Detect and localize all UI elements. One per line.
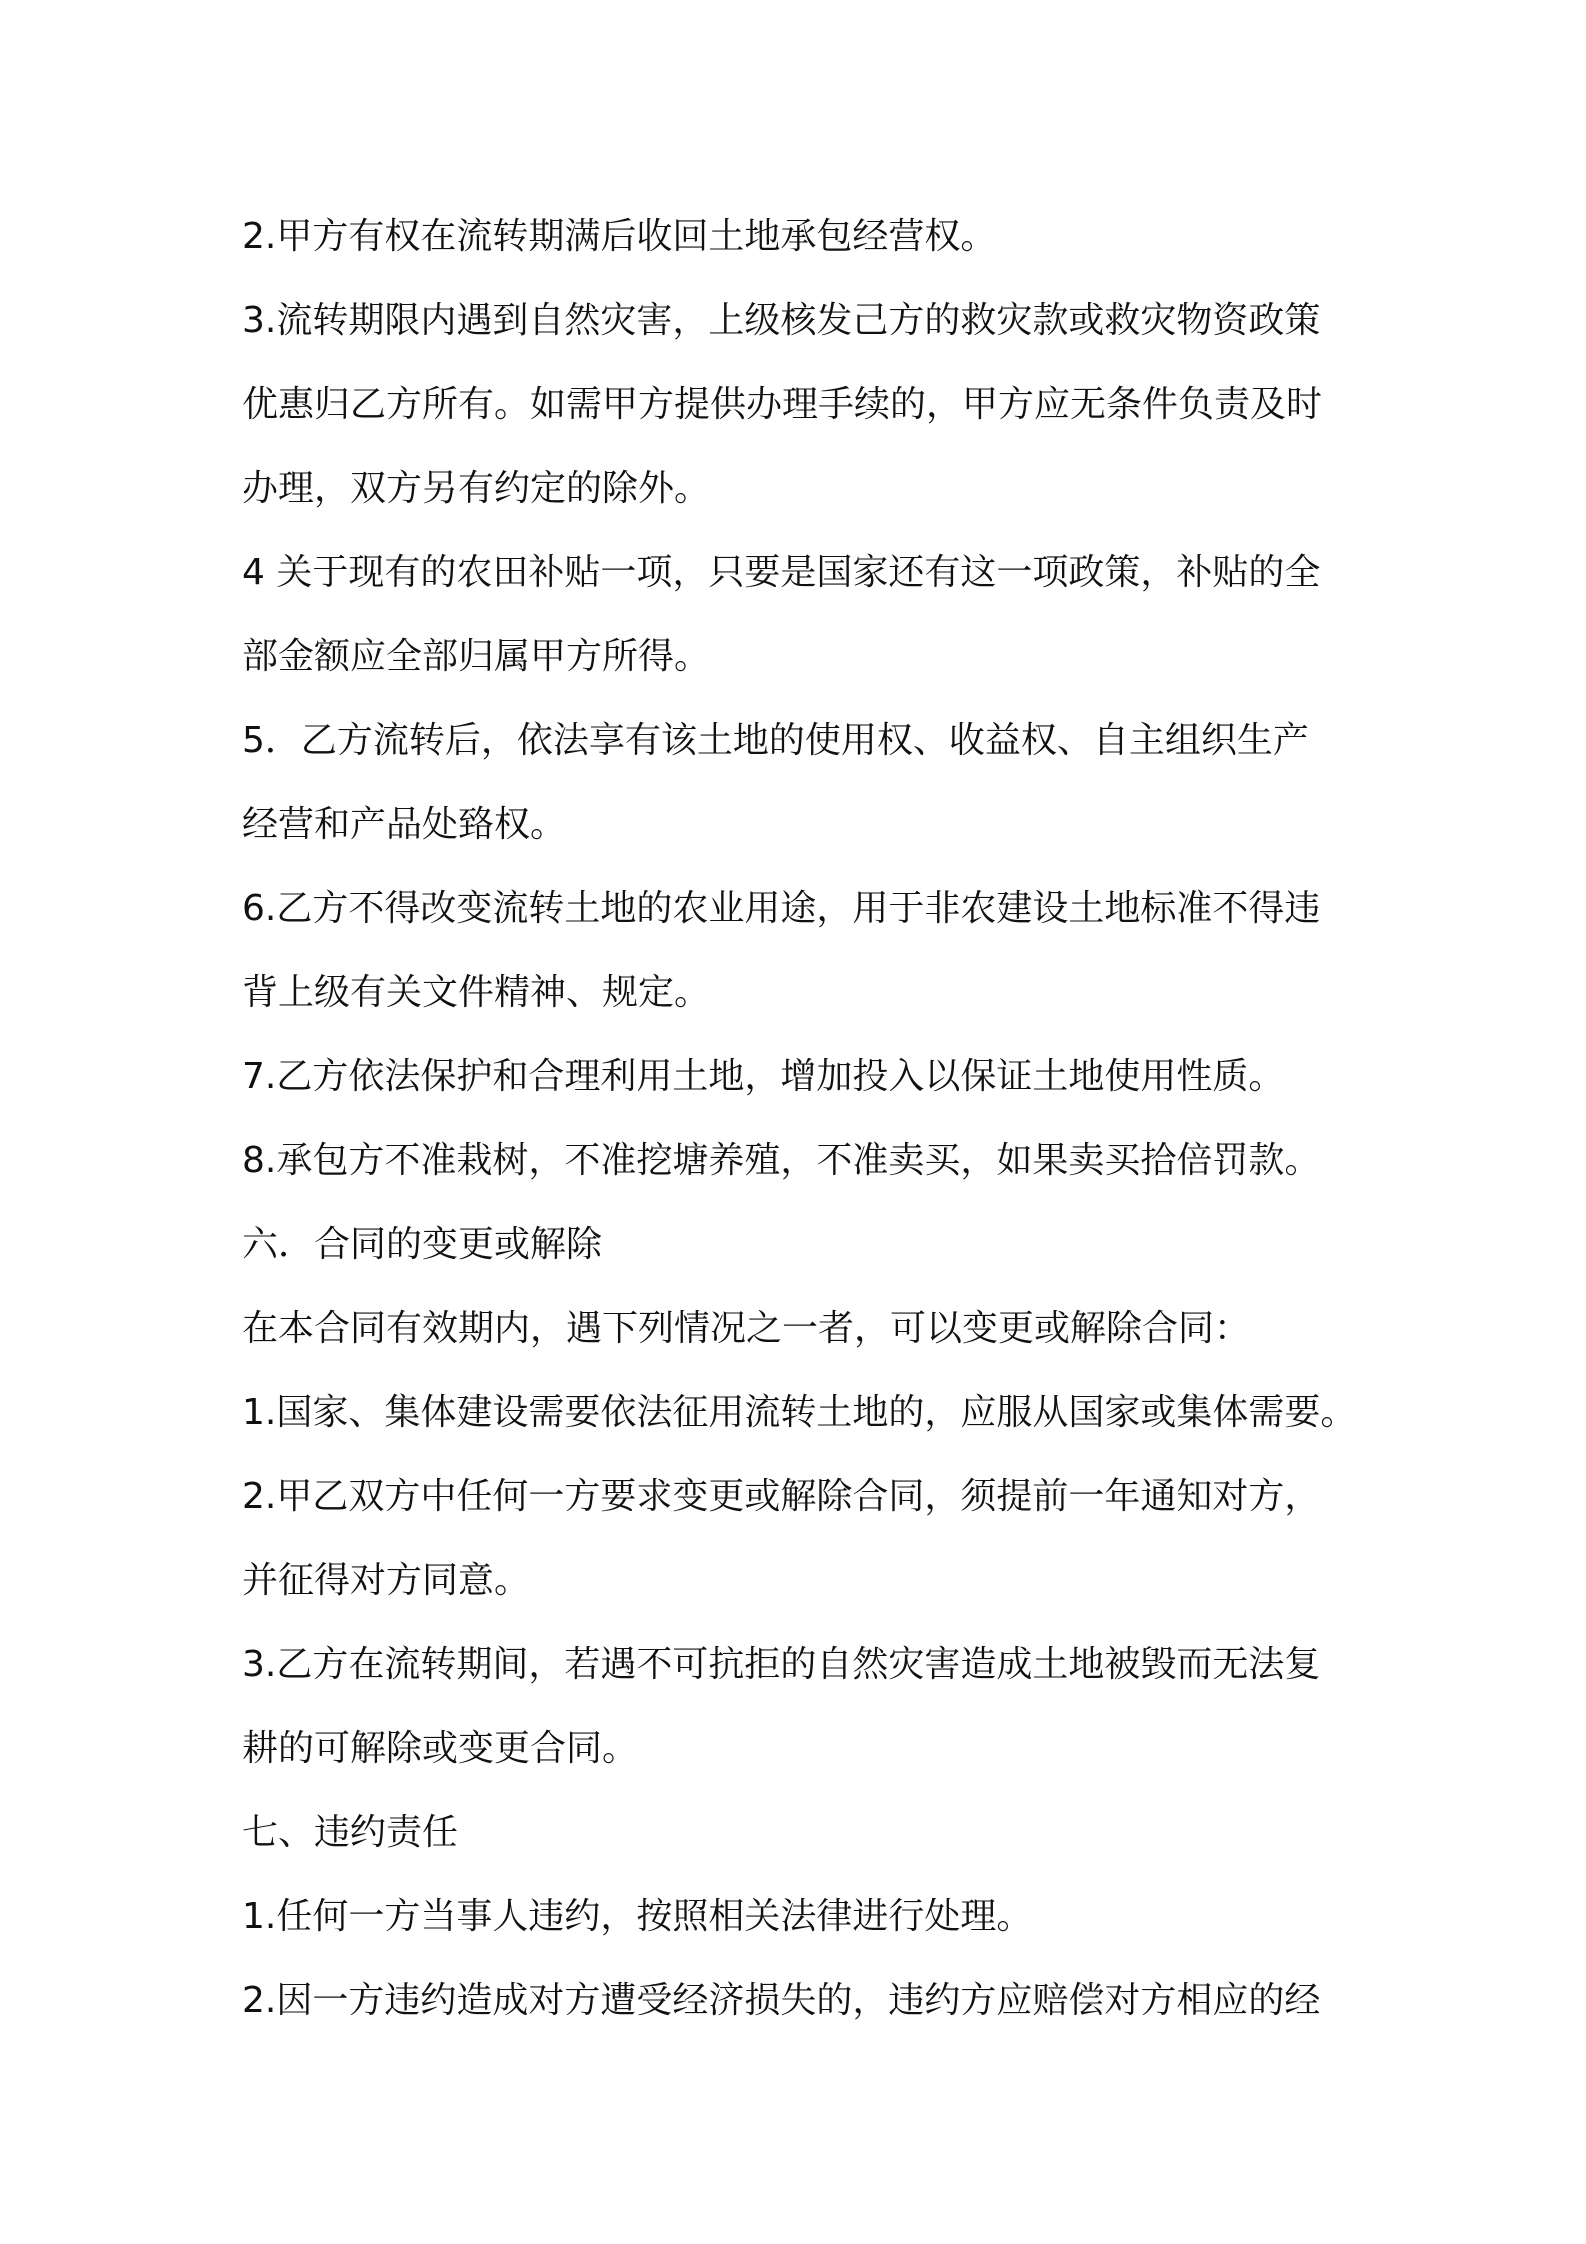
text-line: 耕的可解除或变更合同。: [242, 1728, 639, 1769]
contract-text: [242, 195, 1362, 2043]
text-line: 5．乙方流转后，依法享有该土地的使用权、收益权、自主组织生产: [242, 720, 1309, 761]
text-line: 经营和产品处臵权。: [242, 804, 567, 845]
text-line: 2.因一方违约造成对方遭受经济损失的，违约方应赔偿对方相应的经: [242, 1980, 1321, 2021]
text-line: 优惠归乙方所有。如需甲方提供办理手续的，甲方应无条件负责及时: [242, 384, 1323, 425]
text-line: 7.乙方依法保护和合理利用土地，增加投入以保证土地使用性质。: [242, 1056, 1285, 1097]
text-line: 2.甲乙双方中任何一方要求变更或解除合同，须提前一年通知对方，: [242, 1476, 1321, 1517]
text-line: 1.任何一方当事人违约，按照相关法律进行处理。: [242, 1896, 1033, 1937]
text-line: 6.乙方不得改变流转土地的农业用途，用于非农建设土地标准不得违: [242, 888, 1321, 929]
text-line: 2.甲方有权在流转期满后收回土地承包经营权。: [242, 216, 997, 257]
text-line: 部金额应全部归属甲方所得。: [242, 636, 711, 677]
text-line: 4 关于现有的农田补贴一项，只要是国家还有这一项政策，补贴的全: [242, 552, 1321, 593]
text-line: 办理，双方另有约定的除外。: [242, 468, 711, 509]
section-heading: 六．合同的变更或解除: [242, 1224, 603, 1265]
text-line: 8.承包方不准栽树，不准挖塘养殖，不准卖买，如果卖买拾倍罚款。: [242, 1140, 1321, 1181]
text-line: 并征得对方同意。: [242, 1560, 531, 1601]
text-line: 在本合同有效期内，遇下列情况之一者，可以变更或解除合同：: [242, 1308, 1251, 1349]
text-line: 3.流转期限内遇到自然灾害，上级核发己方的救灾款或救灾物资政策: [242, 300, 1321, 341]
section-heading: 七、违约责任: [242, 1812, 459, 1853]
text-line: 背上级有关文件精神、规定。: [242, 972, 711, 1013]
text-line: 3.乙方在流转期间，若遇不可抗拒的自然灾害造成土地被毁而无法复: [242, 1644, 1321, 1685]
text-line: 1.国家、集体建设需要依法征用流转土地的，应服从国家或集体需要。: [242, 1392, 1357, 1433]
